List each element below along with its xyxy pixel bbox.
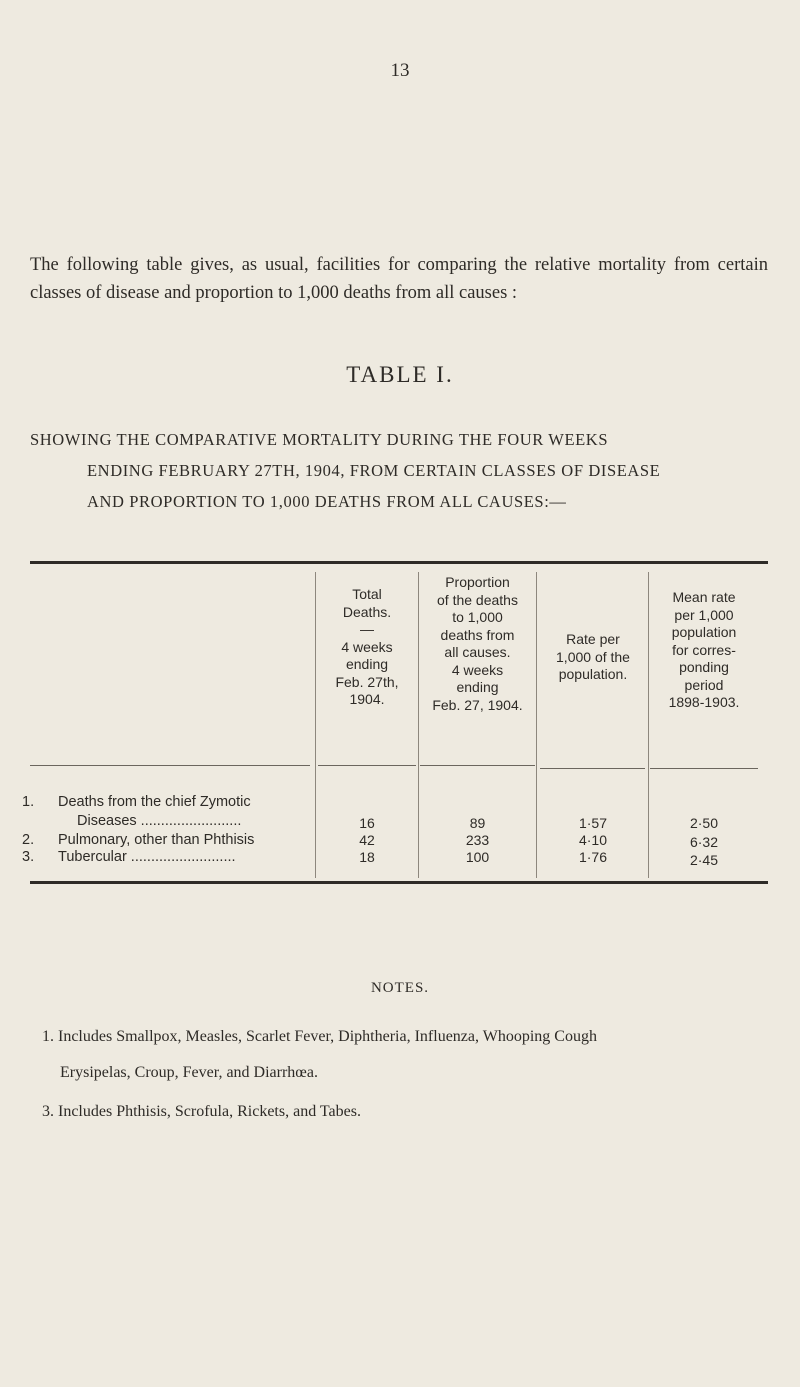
header-mean-rate: Mean rate per 1,000 population for corres- ponding period 1898-1903. (668, 589, 740, 710)
table-title: TABLE I. (346, 362, 454, 387)
table-row-label-cont: Diseases ......................... (77, 813, 242, 829)
cell-total: 18 (359, 849, 375, 865)
notes-title: NOTES. (370, 980, 430, 996)
note-1: 1. Includes Smallpox, Measles, Scarlet Fever, Diphtheria, Influenza, Whooping Cough (42, 1028, 597, 1045)
cell-rate: 1·57 (578, 815, 608, 831)
intro-paragraph: The following table gives, as usual, facilities for comparing the relative mortality from certain classes of disease and proportion to 1,000 deaths from all causes : (30, 255, 768, 303)
page-number: 13 (390, 60, 410, 81)
table-row-number: 2. (22, 832, 35, 848)
cell-rate: 1·76 (578, 849, 608, 865)
caption-line-1: SHOWING THE COMPARATIVE MORTALITY DURING THE FOUR WEEKS (30, 430, 609, 449)
table-row-number: 3. (22, 849, 35, 865)
column-separator (418, 572, 419, 878)
header-proportion: Proportion of the deaths to 1,000 deaths from all causes. 4 weeks ending Feb. 27, 1904. (432, 574, 523, 713)
cell-mean-rate: 2·45 (689, 852, 719, 868)
cell-proportion: 89 (469, 815, 486, 831)
header-rule (30, 765, 310, 766)
cell-rate: 4·10 (578, 832, 608, 848)
header-rule (650, 768, 758, 769)
header-rule (540, 768, 645, 769)
cell-mean-rate: 2·50 (689, 815, 719, 831)
column-separator (648, 572, 649, 878)
header-total-deaths: Total Deaths. — 4 weeks ending Feb. 27th, 1904. (335, 586, 399, 707)
table-row-label: Tubercular .......................... (58, 849, 236, 865)
column-separator (315, 572, 316, 878)
cell-mean-rate: 6·32 (689, 834, 719, 850)
table-bottom-rule (30, 881, 768, 884)
table-row-number: 1. (22, 794, 35, 810)
caption-line-3: AND PROPORTION TO 1,000 DEATHS FROM ALL CAUSES:— (87, 492, 567, 511)
column-separator (536, 572, 537, 878)
header-rule (318, 765, 416, 766)
header-rate: Rate per 1,000 of the population. (556, 631, 630, 682)
table-row-label: Deaths from the chief Zymotic (58, 794, 251, 810)
header-rule (420, 765, 535, 766)
table-top-rule (30, 561, 768, 564)
note-1-cont: Erysipelas, Croup, Fever, and Diarrhœa. (60, 1064, 318, 1081)
cell-proportion: 233 (465, 832, 490, 848)
cell-total: 16 (359, 815, 375, 831)
note-3: 3. Includes Phthisis, Scrofula, Rickets, and Tabes. (42, 1103, 361, 1120)
cell-total: 42 (359, 832, 375, 848)
table-row-label: Pulmonary, other than Phthisis (58, 832, 255, 848)
cell-proportion: 100 (465, 849, 490, 865)
table-caption (30, 424, 768, 517)
caption-line-2: ENDING FEBRUARY 27TH, 1904, FROM CERTAIN CLASSES OF DISEASE (87, 461, 661, 480)
